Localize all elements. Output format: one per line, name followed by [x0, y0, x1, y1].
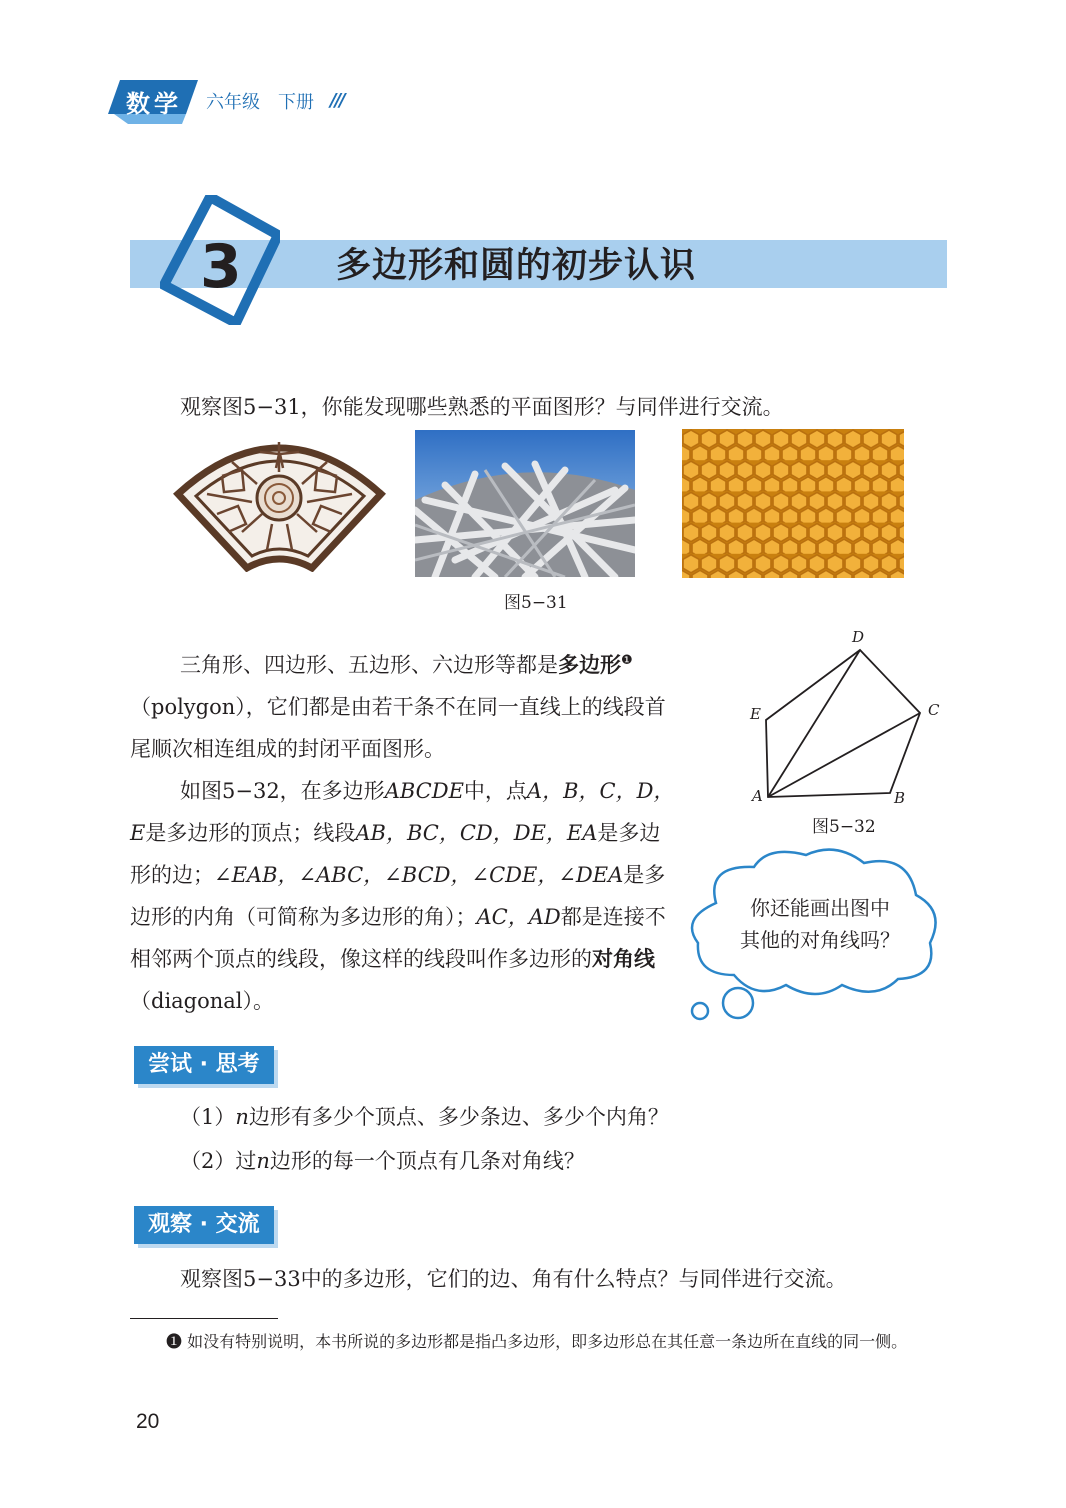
page-number: 20 [136, 1410, 160, 1433]
vertex-label-a: A [752, 787, 763, 805]
footnote-text: 如没有特别说明，本书所说的多边形都是指凸多边形，即多边形总在其任意一条边所在直线的同一侧。 [187, 1332, 908, 1351]
footnote-rule [130, 1318, 278, 1319]
observe-exchange-tag: 观察 · 交流 [134, 1206, 274, 1244]
vertex-list: A，B，C，D，E [130, 779, 675, 845]
side-list: AB，BC，CD，DE，EA [355, 821, 598, 845]
def-text-1: 三角形、四边形、五边形、六边形等都是 [180, 653, 558, 677]
question-2 [180, 1140, 585, 1182]
section-title: 多边形和圆的初步认识 [336, 246, 697, 286]
honeycomb-photo [682, 429, 904, 578]
figure-5-31-caption: 图5−31 [504, 593, 568, 613]
cloud-line-1: 你还能画出图中 [750, 896, 890, 920]
birds-nest-stadium-photo [415, 430, 635, 577]
def-text-7: 是多边形的内角（可简称为多边形的角）； [130, 863, 666, 929]
q1-number: （1） [180, 1105, 236, 1129]
try-think-tag: 尝试 · 思考 [134, 1046, 274, 1084]
cloud-text [710, 892, 930, 956]
def-text-4: 中，点 [463, 779, 527, 803]
header-slashes: /// [330, 90, 344, 111]
figure-5-32-caption: 图5−32 [812, 817, 876, 837]
section-number: 3 [200, 232, 242, 302]
def-text-5: 是多边形的顶点；线段 [145, 821, 356, 845]
footnote [130, 1328, 952, 1356]
q1-text: 边形有多少个顶点、多少条边、多少个内角？ [248, 1105, 669, 1129]
vertex-label-b: B [894, 789, 906, 807]
q1-n: n [235, 1105, 249, 1129]
header-grade: 六年级 下册 [206, 92, 314, 113]
header-subject: 数学 [126, 90, 182, 118]
term-diagonal: 对角线 [592, 947, 655, 971]
def-text-2: （polygon），它们都是由若干条不在同一直线上的线段首尾顺次相连组成的封闭平面图形。 [130, 695, 666, 761]
angle-list: ∠EAB，∠ABC，∠BCD，∠CDE，∠DEA [214, 863, 624, 887]
def-text-3: 如图5−32，在多边形 [180, 779, 385, 803]
cloud-line-2: 其他的对角线吗？ [740, 928, 900, 952]
q2-number: （2）过 [180, 1149, 257, 1173]
term-polygon: 多边形 [558, 653, 621, 677]
polygon-parts-paragraph [130, 770, 678, 1022]
q2-text: 边形的每一个顶点有几条对角线？ [269, 1149, 585, 1173]
definition-text [130, 640, 678, 1022]
footnote-mark: ❶ [166, 1332, 183, 1351]
vertex-label-c: C [928, 701, 940, 719]
polygon-name: ABCDE [384, 779, 464, 803]
vertex-label-d: D [852, 628, 865, 646]
intro-text: 观察图5−31，你能发现哪些熟悉的平面图形？与同伴进行交流。 [180, 395, 784, 419]
def-text-8: 都是连接不相邻两个顶点的线段，像这样的线段叫作多边形的 [130, 905, 666, 971]
q2-n: n [256, 1149, 270, 1173]
pentagon-diagram [740, 625, 950, 810]
polygon-definition-paragraph [130, 640, 678, 770]
def-text-6: 是多边形的边； [130, 821, 661, 887]
vertex-label-e: E [750, 705, 761, 723]
question-1 [180, 1096, 669, 1138]
footnote-ref: ❶ [621, 653, 633, 668]
def-text-9: （diagonal）。 [130, 989, 275, 1013]
observe-text: 观察图5−33中的多边形，它们的边、角有什么特点？与同伴进行交流。 [180, 1267, 847, 1291]
diagonal-list: AC，AD [476, 905, 561, 929]
fan-window-photo [172, 432, 387, 572]
